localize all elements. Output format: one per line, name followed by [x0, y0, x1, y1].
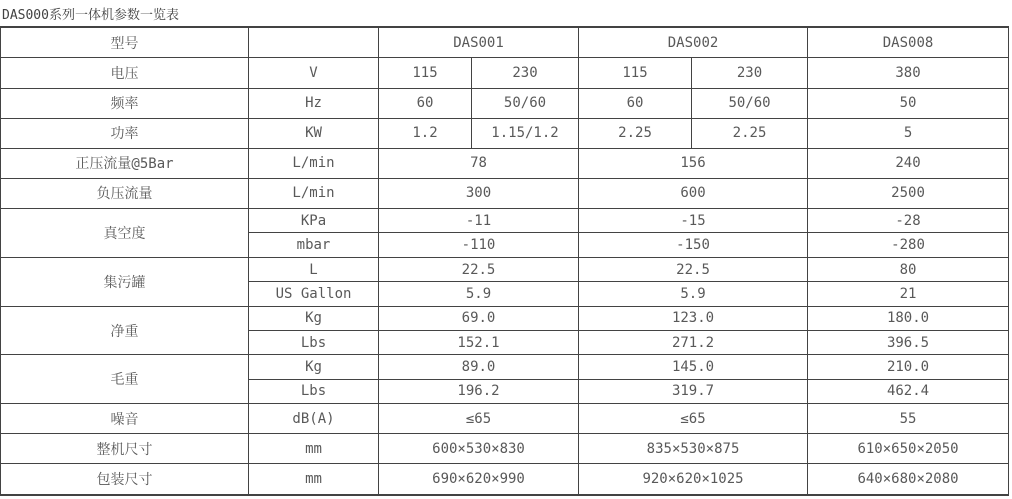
value-cell: 196.2	[379, 379, 579, 403]
table-row-voltage	[1, 58, 1009, 88]
row-label: 负压流量	[1, 178, 249, 208]
table-row-machine-size	[1, 434, 1009, 464]
row-label: 净重	[1, 306, 249, 355]
value-cell: 5	[808, 118, 1009, 148]
value-cell: -15	[579, 209, 808, 233]
value-cell: 462.4	[808, 379, 1009, 403]
unit-cell: Kg	[249, 355, 379, 379]
value-cell: 5.9	[579, 282, 808, 306]
value-cell: ≤65	[379, 404, 579, 434]
table-row-frequency	[1, 88, 1009, 118]
value-cell: 145.0	[579, 355, 808, 379]
row-label: 毛重	[1, 355, 249, 404]
value-cell: -11	[379, 209, 579, 233]
value-cell: 230	[692, 58, 808, 88]
value-cell: 156	[579, 148, 808, 178]
table-row-package-size	[1, 464, 1009, 495]
row-label: 正压流量@5Bar	[1, 148, 249, 178]
unit-cell: KPa	[249, 209, 379, 233]
row-label: 型号	[1, 27, 249, 58]
table-row-vacuum-flow	[1, 178, 1009, 208]
value-cell: 21	[808, 282, 1009, 306]
model-header-das008: DAS008	[808, 27, 1009, 58]
row-label: 包装尺寸	[1, 464, 249, 495]
unit-cell: L/min	[249, 148, 379, 178]
row-label: 集污罐	[1, 257, 249, 306]
unit-cell: mm	[249, 464, 379, 495]
value-cell: 396.5	[808, 331, 1009, 355]
value-cell: 319.7	[579, 379, 808, 403]
value-cell: 50/60	[692, 88, 808, 118]
value-cell: 600×530×830	[379, 434, 579, 464]
value-cell: ≤65	[579, 404, 808, 434]
unit-cell: Lbs	[249, 331, 379, 355]
value-cell: 22.5	[579, 257, 808, 281]
unit-cell: US Gallon	[249, 282, 379, 306]
value-cell: 69.0	[379, 306, 579, 330]
row-label: 整机尺寸	[1, 434, 249, 464]
value-cell: -110	[379, 233, 579, 257]
spec-table	[0, 26, 1009, 496]
table-row-vacuum-kpa	[1, 209, 1009, 233]
unit-cell: V	[249, 58, 379, 88]
value-cell: 1.2	[379, 118, 472, 148]
unit-cell: KW	[249, 118, 379, 148]
value-cell: 55	[808, 404, 1009, 434]
value-cell: 300	[379, 178, 579, 208]
value-cell: 920×620×1025	[579, 464, 808, 495]
row-label: 真空度	[1, 209, 249, 258]
unit-cell: Hz	[249, 88, 379, 118]
value-cell: 152.1	[379, 331, 579, 355]
table-row-tank-l	[1, 257, 1009, 281]
value-cell: 380	[808, 58, 1009, 88]
value-cell: 123.0	[579, 306, 808, 330]
value-cell: 50/60	[472, 88, 579, 118]
value-cell: 230	[472, 58, 579, 88]
value-cell: 22.5	[379, 257, 579, 281]
unit-cell: dB(A)	[249, 404, 379, 434]
row-label: 功率	[1, 118, 249, 148]
row-label: 频率	[1, 88, 249, 118]
table-row-model	[1, 27, 1009, 58]
unit-cell: L	[249, 257, 379, 281]
unit-cell: Lbs	[249, 379, 379, 403]
value-cell: 115	[379, 58, 472, 88]
unit-cell: mbar	[249, 233, 379, 257]
value-cell: 2.25	[579, 118, 692, 148]
value-cell: 78	[379, 148, 579, 178]
value-cell: 1.15/1.2	[472, 118, 579, 148]
model-header-das001: DAS001	[379, 27, 579, 58]
value-cell: -28	[808, 209, 1009, 233]
value-cell: 2.25	[692, 118, 808, 148]
unit-cell	[249, 27, 379, 58]
value-cell: 60	[579, 88, 692, 118]
value-cell: 640×680×2080	[808, 464, 1009, 495]
value-cell: 115	[579, 58, 692, 88]
value-cell: 180.0	[808, 306, 1009, 330]
value-cell: 835×530×875	[579, 434, 808, 464]
table-row-gross-weight-kg	[1, 355, 1009, 379]
model-header-das002: DAS002	[579, 27, 808, 58]
value-cell: 89.0	[379, 355, 579, 379]
value-cell: 600	[579, 178, 808, 208]
value-cell: 5.9	[379, 282, 579, 306]
value-cell: 60	[379, 88, 472, 118]
value-cell: 50	[808, 88, 1009, 118]
row-label: 噪音	[1, 404, 249, 434]
row-label: 电压	[1, 58, 249, 88]
value-cell: 610×650×2050	[808, 434, 1009, 464]
value-cell: 240	[808, 148, 1009, 178]
unit-cell: Kg	[249, 306, 379, 330]
value-cell: 210.0	[808, 355, 1009, 379]
value-cell: 690×620×990	[379, 464, 579, 495]
value-cell: 2500	[808, 178, 1009, 208]
value-cell: -280	[808, 233, 1009, 257]
value-cell: -150	[579, 233, 808, 257]
unit-cell: mm	[249, 434, 379, 464]
value-cell: 271.2	[579, 331, 808, 355]
value-cell: 80	[808, 257, 1009, 281]
table-row-noise	[1, 404, 1009, 434]
page-title: DAS000系列一体机参数一览表	[2, 8, 179, 23]
unit-cell: L/min	[249, 178, 379, 208]
table-row-power	[1, 118, 1009, 148]
table-row-positive-flow	[1, 148, 1009, 178]
table-row-net-weight-kg	[1, 306, 1009, 330]
